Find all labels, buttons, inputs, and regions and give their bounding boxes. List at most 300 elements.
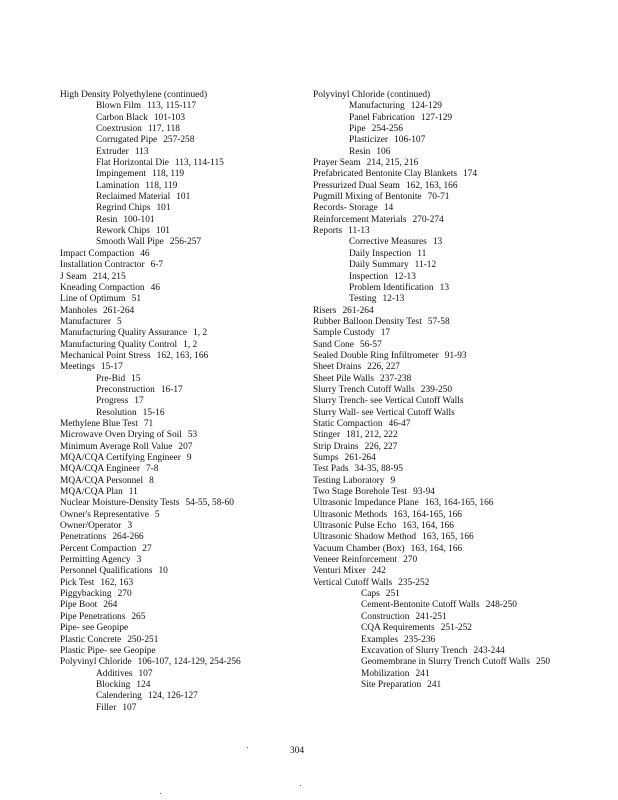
index-entry bbox=[313, 158, 613, 169]
index-pages: 113, 115-117 bbox=[147, 101, 197, 112]
index-subentry bbox=[313, 249, 613, 260]
index-subentry bbox=[60, 181, 310, 192]
index-entry bbox=[60, 464, 310, 475]
index-term: Sheet Pile Walls bbox=[313, 373, 375, 384]
scan-speck bbox=[160, 793, 161, 794]
index-term: Sand Cone bbox=[313, 339, 354, 350]
index-entry bbox=[313, 430, 613, 441]
index-subentry bbox=[313, 612, 613, 623]
index-pages: 8 bbox=[149, 475, 154, 486]
index-pages: 17 bbox=[380, 328, 391, 339]
index-pages: 124-129 bbox=[410, 101, 442, 112]
index-pages: 248-250 bbox=[485, 600, 517, 611]
index-term: Manufacturer bbox=[60, 316, 112, 327]
index-entry bbox=[60, 635, 310, 646]
index-term: Nuclear Moisture-Density Tests bbox=[60, 498, 180, 509]
index-term: Plastic Concrete bbox=[60, 634, 122, 645]
index-term: Resin bbox=[349, 146, 371, 157]
index-term: Construction bbox=[361, 611, 410, 622]
index-pages: 16-17 bbox=[160, 384, 183, 395]
index-pages: 15-16 bbox=[142, 407, 165, 418]
index-pages: 101 bbox=[156, 203, 171, 214]
index-term: Personnel Qualifications bbox=[60, 566, 153, 577]
index-column-right bbox=[313, 90, 613, 691]
index-term: Permitting Agency bbox=[60, 555, 131, 566]
index-pages: 13 bbox=[432, 237, 443, 248]
index-term: Geomembrane in Slurry Trench Cutoff Walls bbox=[361, 657, 530, 668]
index-pages: 207 bbox=[178, 441, 193, 452]
index-pages: 118, 119 bbox=[145, 180, 178, 191]
index-entry bbox=[60, 623, 310, 634]
index-pages: 270-274 bbox=[412, 214, 444, 225]
index-pages: 101 bbox=[176, 192, 191, 203]
index-term: Problem Identification bbox=[349, 282, 434, 293]
index-term: Polyvinyl Chloride (continued) bbox=[313, 90, 431, 100]
index-term: MQA/CQA Certifying Engineer bbox=[60, 453, 181, 463]
scan-speck bbox=[247, 747, 248, 748]
index-term: Rubber Balloon Density Test bbox=[313, 316, 422, 327]
index-pages: 27 bbox=[142, 543, 152, 554]
index-term: Venturi Mixer bbox=[313, 566, 366, 577]
index-entry bbox=[60, 272, 310, 283]
index-term: Slurry Trench- see Vertical Cutoff Walls bbox=[313, 396, 464, 407]
index-pages: 11 bbox=[128, 487, 138, 498]
index-term: Sealed Double Ring Infiltrometer bbox=[313, 350, 439, 361]
index-term: Pressurized Dual Seam bbox=[313, 180, 400, 191]
index-entry bbox=[313, 385, 613, 396]
index-subentry bbox=[60, 124, 310, 135]
page-number: 304 bbox=[289, 746, 305, 756]
index-pages: 226, 227 bbox=[367, 362, 400, 373]
index-entry bbox=[313, 544, 613, 555]
index-term: Plastic Pipe- see Geopipe bbox=[60, 645, 156, 656]
index-entry bbox=[313, 362, 613, 373]
index-term: Slurry Trench Cutoff Walls bbox=[313, 384, 415, 395]
index-entry bbox=[313, 169, 613, 180]
index-pages: 101 bbox=[155, 226, 170, 237]
index-pages: 237-238 bbox=[380, 373, 412, 384]
index-entry bbox=[60, 498, 310, 509]
index-pages: 250 bbox=[535, 657, 550, 668]
index-pages: 162, 163, 166 bbox=[156, 350, 209, 361]
index-entry bbox=[60, 306, 310, 317]
index-entry bbox=[60, 442, 310, 453]
index-entry bbox=[60, 283, 310, 294]
index-subentry bbox=[60, 147, 310, 158]
index-term: Caps bbox=[361, 589, 380, 600]
index-entry bbox=[313, 328, 613, 339]
index-entry bbox=[313, 351, 613, 362]
index-pages: 241-251 bbox=[415, 611, 447, 622]
index-pages: 214, 215, 216 bbox=[366, 158, 419, 169]
index-pages: 235-236 bbox=[403, 634, 436, 645]
index-pages: 106-107, 124-129, 254-256 bbox=[137, 657, 241, 668]
index-pages: 250-251 bbox=[127, 634, 159, 645]
index-term: Resin bbox=[96, 214, 118, 225]
index-entry bbox=[313, 408, 613, 419]
index-pages: 257-258 bbox=[163, 135, 195, 146]
index-term: Daily Inspection bbox=[349, 248, 412, 259]
index-entry bbox=[60, 317, 310, 328]
index-term: Two Stage Borehole Test bbox=[313, 487, 408, 498]
index-pages: 101-103 bbox=[153, 112, 186, 123]
index-pages: 12-13 bbox=[394, 271, 416, 282]
index-entry bbox=[60, 646, 310, 657]
index-entry bbox=[313, 566, 613, 577]
index-term: Pipe Boot bbox=[60, 600, 98, 611]
index-pages: 46-47 bbox=[388, 418, 411, 429]
index-entry bbox=[313, 521, 613, 532]
index-term: J Seam bbox=[60, 271, 87, 282]
index-subentry bbox=[313, 237, 613, 248]
index-pages: 261-264 bbox=[102, 305, 135, 316]
index-subentry bbox=[60, 408, 310, 419]
index-pages: 12-13 bbox=[382, 294, 405, 305]
index-term: Additives bbox=[96, 668, 133, 679]
index-subentry bbox=[60, 203, 310, 214]
index-pages: 15-17 bbox=[100, 362, 123, 373]
index-term: Daily Summary bbox=[349, 260, 409, 271]
index-entry bbox=[313, 510, 613, 521]
index-subentry bbox=[60, 158, 310, 169]
index-pages: 46 bbox=[140, 248, 150, 259]
index-pages: 261-264 bbox=[342, 305, 374, 316]
index-pages: 163, 164, 166 bbox=[410, 543, 463, 554]
index-pages: 214, 215 bbox=[92, 271, 126, 282]
index-term: Regrind Chips bbox=[96, 203, 151, 214]
index-pages: 34-35, 88-95 bbox=[354, 464, 403, 475]
index-subentry bbox=[60, 192, 310, 203]
index-pages: 117, 118 bbox=[147, 124, 180, 135]
index-subentry bbox=[313, 283, 613, 294]
index-term: Site Preparation bbox=[361, 679, 422, 690]
index-term: Percent Compaction bbox=[60, 543, 137, 554]
index-term: Sumps bbox=[313, 453, 339, 463]
index-subentry bbox=[60, 169, 310, 180]
index-pages: 54-55, 58-60 bbox=[185, 498, 234, 509]
index-subentry bbox=[60, 226, 310, 237]
index-subentry bbox=[313, 646, 613, 657]
index-entry bbox=[60, 532, 310, 543]
index-entry bbox=[60, 566, 310, 577]
index-term: High Density Polyethylene (continued) bbox=[60, 90, 208, 100]
index-term: Test Pads bbox=[313, 464, 349, 475]
index-pages: 235-252 bbox=[398, 577, 430, 588]
index-pages: 6-7 bbox=[150, 260, 164, 271]
index-entry bbox=[60, 555, 310, 566]
index-term: Impingement bbox=[96, 169, 146, 180]
index-pages: 11-13 bbox=[348, 226, 370, 237]
index-term: Carbon Black bbox=[96, 112, 148, 123]
index-entry bbox=[313, 306, 613, 317]
index-entry bbox=[313, 317, 613, 328]
index-entry bbox=[313, 90, 613, 101]
index-pages: 9 bbox=[186, 453, 192, 463]
index-term: Blocking bbox=[96, 679, 131, 690]
index-pages: 51 bbox=[131, 294, 141, 305]
index-term: Reclaimed Material bbox=[96, 192, 171, 203]
index-term: MQA/CQA Personnel bbox=[60, 475, 144, 486]
index-pages: 241 bbox=[427, 679, 442, 690]
index-entry bbox=[60, 90, 310, 101]
index-entry bbox=[60, 362, 310, 373]
index-pages: 3 bbox=[136, 555, 142, 566]
index-pages: 256-257 bbox=[169, 237, 202, 248]
index-entry bbox=[60, 510, 310, 521]
index-term: Impact Compaction bbox=[60, 248, 135, 259]
index-pages: 254-256 bbox=[371, 124, 403, 135]
index-term: Pipe Penetrations bbox=[60, 611, 126, 622]
index-term: Examples bbox=[361, 634, 398, 645]
index-term: Resolution bbox=[96, 407, 137, 418]
index-term: Excavation of Slurry Trench bbox=[361, 645, 468, 656]
index-term: Lamination bbox=[96, 180, 140, 191]
index-term: Reports bbox=[313, 226, 343, 237]
index-subentry bbox=[313, 260, 613, 271]
index-pages: 1, 2 bbox=[193, 328, 208, 339]
index-term: Extruder bbox=[96, 146, 129, 157]
index-pages: 265 bbox=[131, 611, 146, 622]
index-term: Mobilization bbox=[361, 668, 410, 679]
index-pages: 124 bbox=[136, 679, 151, 690]
index-term: Methylene Blue Test bbox=[60, 418, 138, 429]
index-pages: 251-252 bbox=[440, 623, 472, 634]
index-pages: 71 bbox=[143, 418, 154, 429]
index-subentry bbox=[313, 101, 613, 112]
index-term: Risers bbox=[313, 305, 337, 316]
index-pages: 113 bbox=[134, 146, 149, 157]
index-term: Corrugated Pipe bbox=[96, 135, 158, 146]
index-pages: 124, 126-127 bbox=[147, 691, 198, 702]
index-entry bbox=[313, 578, 613, 589]
index-term: Reinforcement Materials bbox=[313, 214, 407, 225]
index-entry bbox=[313, 464, 613, 475]
index-term: Preconstruction bbox=[96, 384, 155, 395]
index-pages: 163, 164, 166 bbox=[402, 521, 454, 532]
index-entry bbox=[60, 589, 310, 600]
index-term: Manufacturing Quality Assurance bbox=[60, 328, 188, 339]
index-term: Ultrasonic Pulse Echo bbox=[313, 521, 397, 532]
index-pages: 264-266 bbox=[112, 532, 144, 543]
index-term: Slurry Wall- see Vertical Cutoff Walls bbox=[313, 407, 455, 418]
index-term: Meetings bbox=[60, 362, 95, 373]
index-pages: 162, 163, 166 bbox=[405, 180, 458, 191]
index-pages: 163, 165, 166 bbox=[422, 532, 474, 543]
index-pages: 107 bbox=[138, 668, 153, 679]
index-pages: 162, 163 bbox=[100, 577, 134, 588]
index-term: MQA/CQA Plan bbox=[60, 487, 123, 498]
index-entry bbox=[60, 657, 310, 668]
index-term: Records- Storage bbox=[313, 203, 378, 214]
index-term: Installation Contractor bbox=[60, 260, 145, 271]
index-pages: 241 bbox=[415, 668, 430, 679]
index-term: Owner's Representative bbox=[60, 509, 149, 520]
index-column-left bbox=[60, 90, 310, 714]
index-term: Progress bbox=[96, 396, 129, 407]
index-subentry bbox=[60, 135, 310, 146]
index-subentry bbox=[60, 215, 310, 226]
index-term: Ultrasonic Impedance Plane bbox=[313, 498, 419, 509]
index-term: Prefabricated Bentonite Clay Blankets bbox=[313, 169, 457, 180]
index-entry bbox=[60, 340, 310, 351]
index-pages: 163, 164-165, 166 bbox=[424, 498, 494, 509]
index-term: Strip Drains bbox=[313, 441, 359, 452]
index-term: Rework Chips bbox=[96, 226, 150, 237]
index-pages: 106-107 bbox=[394, 135, 426, 146]
index-entry bbox=[60, 600, 310, 611]
index-pages: 7-8 bbox=[145, 464, 159, 475]
index-term: Pipe bbox=[349, 124, 366, 135]
index-entry bbox=[313, 453, 613, 464]
index-pages: 17 bbox=[134, 396, 144, 407]
index-entry bbox=[313, 476, 613, 487]
index-entry bbox=[60, 544, 310, 555]
index-pages: 243-244 bbox=[473, 645, 505, 656]
index-term: Smooth Wall Pipe bbox=[96, 237, 164, 248]
index-entry bbox=[313, 419, 613, 430]
index-entry bbox=[313, 498, 613, 509]
index-subentry bbox=[60, 396, 310, 407]
index-entry bbox=[60, 476, 310, 487]
index-term: Plasticizer bbox=[349, 135, 389, 146]
index-term: Sheet Drains bbox=[313, 362, 362, 373]
index-term: Manholes bbox=[60, 305, 97, 316]
index-pages: 91-93 bbox=[444, 350, 467, 361]
index-term: Line of Optimum bbox=[60, 294, 126, 305]
index-subentry bbox=[313, 635, 613, 646]
index-term: Pipe- see Geopipe bbox=[60, 623, 129, 634]
index-pages: 261-264 bbox=[344, 453, 376, 463]
index-term: Testing bbox=[349, 294, 377, 305]
index-pages: 270 bbox=[403, 555, 418, 566]
index-pages: 5 bbox=[154, 509, 160, 520]
index-entry bbox=[60, 351, 310, 362]
index-entry bbox=[313, 340, 613, 351]
index-term: Piggybacking bbox=[60, 589, 112, 600]
index-term: Manufacturing bbox=[349, 101, 405, 112]
index-entry bbox=[313, 532, 613, 543]
index-term: Vacuum Chamber (Box) bbox=[313, 543, 405, 554]
index-term: Prayer Seam bbox=[313, 158, 361, 169]
index-entry bbox=[60, 260, 310, 271]
index-term: Static Compaction bbox=[313, 418, 383, 429]
index-pages: 174 bbox=[462, 169, 478, 180]
index-pages: 11 bbox=[417, 248, 427, 259]
index-pages: 46 bbox=[150, 282, 160, 293]
index-entry bbox=[313, 215, 613, 226]
index-entry bbox=[313, 442, 613, 453]
index-term: Blown Film bbox=[96, 101, 142, 112]
index-subentry bbox=[313, 294, 613, 305]
index-pages: 239-250 bbox=[420, 384, 453, 395]
index-pages: 264 bbox=[103, 600, 118, 611]
index-term: Pick Test bbox=[60, 577, 95, 588]
index-term: Veneer Reinforcement bbox=[313, 555, 398, 566]
index-subentry bbox=[313, 124, 613, 135]
index-entry bbox=[60, 578, 310, 589]
index-pages: 242 bbox=[371, 566, 386, 577]
index-pages: 3 bbox=[127, 521, 133, 532]
scan-speck bbox=[300, 785, 301, 786]
index-subentry bbox=[313, 669, 613, 680]
index-pages: 10 bbox=[158, 566, 168, 577]
index-pages: 9 bbox=[390, 475, 396, 486]
index-entry bbox=[60, 294, 310, 305]
index-pages: 251 bbox=[385, 589, 400, 600]
index-entry bbox=[60, 430, 310, 441]
index-pages: 118, 119 bbox=[152, 169, 185, 180]
index-term: CQA Requirements bbox=[361, 623, 435, 634]
index-entry bbox=[313, 226, 613, 237]
index-subentry bbox=[60, 374, 310, 385]
index-term: Pugmill Mixing of Bentonite bbox=[313, 192, 422, 203]
index-subentry bbox=[60, 101, 310, 112]
index-term: Inspection bbox=[349, 271, 389, 282]
index-term: Polyvinyl Chloride bbox=[60, 657, 132, 668]
index-term: MQA/CQA Engineer bbox=[60, 464, 140, 475]
index-subentry bbox=[313, 135, 613, 146]
index-term: Testing Laboratory bbox=[313, 475, 385, 486]
index-subentry bbox=[60, 680, 310, 691]
index-term: Penetrations bbox=[60, 532, 107, 543]
index-term: Flat Horizontal Die bbox=[96, 158, 169, 169]
index-entry bbox=[313, 396, 613, 407]
index-entry bbox=[313, 374, 613, 385]
index-term: Manufacturing Quality Control bbox=[60, 339, 178, 350]
index-term: Vertical Cutoff Walls bbox=[313, 577, 393, 588]
index-term: Minimum Average Roll Value bbox=[60, 441, 173, 452]
index-term: Microwave Oven Drying of Soil bbox=[60, 430, 182, 441]
index-subentry bbox=[313, 272, 613, 283]
index-pages: 100-101 bbox=[123, 214, 155, 225]
index-term: Ultrasonic Shadow Method bbox=[313, 532, 417, 543]
index-subentry bbox=[313, 680, 613, 691]
index-subentry bbox=[60, 237, 310, 248]
index-pages: 56-57 bbox=[359, 339, 382, 350]
index-entry bbox=[60, 521, 310, 532]
index-subentry bbox=[60, 669, 310, 680]
index-term: Cement-Bentonite Cutoff Walls bbox=[361, 600, 480, 611]
index-term: Filler bbox=[96, 702, 117, 713]
index-pages: 5 bbox=[117, 316, 122, 327]
index-subentry bbox=[313, 600, 613, 611]
index-subentry bbox=[60, 385, 310, 396]
index-entry bbox=[60, 453, 310, 464]
index-pages: 11-12 bbox=[414, 260, 437, 271]
index-pages: 113, 114-115 bbox=[174, 158, 224, 169]
index-entry bbox=[60, 328, 310, 339]
index-entry bbox=[313, 487, 613, 498]
index-pages: 13 bbox=[439, 282, 449, 293]
index-entry bbox=[60, 419, 310, 430]
index-term: Owner/Operator bbox=[60, 521, 122, 532]
index-term: Sample Custody bbox=[313, 328, 375, 339]
index-term: Ultrasonic Methods bbox=[313, 509, 388, 520]
index-entry bbox=[313, 203, 613, 214]
index-subentry bbox=[60, 703, 310, 714]
index-subentry bbox=[313, 657, 613, 668]
index-pages: 163, 164-165, 166 bbox=[393, 509, 462, 520]
index-term: Kneading Compaction bbox=[60, 282, 145, 293]
index-pages: 93-94 bbox=[413, 487, 435, 498]
index-pages: 14 bbox=[383, 203, 394, 214]
index-pages: 106 bbox=[376, 146, 391, 157]
index-subentry bbox=[60, 691, 310, 702]
index-term: Calendering bbox=[96, 691, 142, 702]
index-entry bbox=[60, 612, 310, 623]
index-pages: 226, 227 bbox=[364, 441, 398, 452]
index-term: Stinger bbox=[313, 430, 341, 441]
